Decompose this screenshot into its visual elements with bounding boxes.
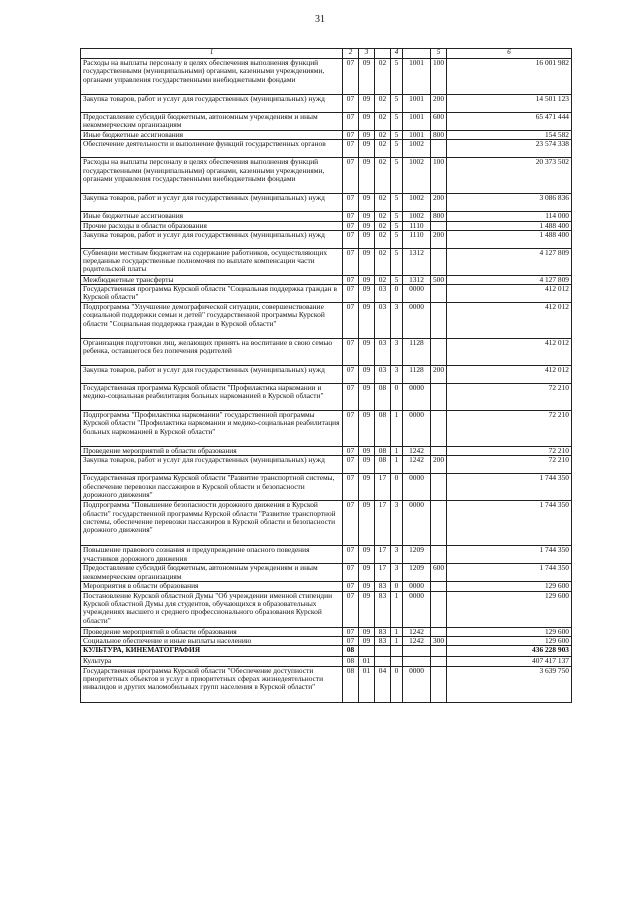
header-cell: 2 — [343, 49, 359, 59]
table-row — [81, 411, 572, 447]
section-code: 08 — [343, 646, 359, 657]
subprogram-code: 3 — [391, 303, 403, 339]
subprogram-code: 1 — [391, 447, 403, 456]
header-cell — [375, 49, 391, 59]
row-amount: 72 210 — [447, 456, 572, 474]
section-code: 07 — [343, 230, 359, 248]
expense-type-code — [431, 447, 447, 456]
subprogram-code — [391, 657, 403, 666]
section-code: 07 — [343, 384, 359, 411]
table-row — [81, 158, 572, 194]
table-row — [81, 646, 572, 657]
section-code: 07 — [343, 636, 359, 645]
row-amount: 1 488 400 — [447, 221, 572, 230]
subprogram-code: 5 — [391, 212, 403, 221]
table-header-row — [81, 49, 572, 59]
table-row — [81, 275, 572, 284]
table-row — [81, 384, 572, 411]
row-name: Обеспечение деятельности и выполнение функций государственных органов — [81, 140, 343, 158]
expense-type-code — [431, 248, 447, 275]
section-code: 07 — [343, 59, 359, 95]
table-row — [81, 303, 572, 339]
subprogram-code: 5 — [391, 131, 403, 140]
item-code: 1001 — [403, 131, 431, 140]
section-code: 07 — [343, 474, 359, 501]
section-code: 07 — [343, 339, 359, 366]
program-code — [375, 657, 391, 666]
section-code: 08 — [343, 666, 359, 702]
subprogram-code: 0 — [391, 666, 403, 702]
row-amount: 412 012 — [447, 285, 572, 303]
item-code: 1242 — [403, 636, 431, 645]
subprogram-code: 3 — [391, 501, 403, 546]
subprogram-code: 5 — [391, 221, 403, 230]
row-name: Межбюджетные трансферты — [81, 275, 343, 284]
section-code: 07 — [343, 456, 359, 474]
item-code: 0000 — [403, 384, 431, 411]
subsection-code: 09 — [359, 564, 375, 582]
program-code: 17 — [375, 546, 391, 564]
row-name: КУЛЬТУРА, КИНЕМАТОГРАФИЯ — [81, 646, 343, 657]
expense-type-code — [431, 339, 447, 366]
item-code: 0000 — [403, 501, 431, 546]
section-code: 07 — [343, 411, 359, 447]
subsection-code: 09 — [359, 546, 375, 564]
subsection-code: 09 — [359, 474, 375, 501]
subprogram-code: 0 — [391, 474, 403, 501]
row-name: Мероприятия в области образования — [81, 582, 343, 591]
row-name: Проведение мероприятий в области образования — [81, 627, 343, 636]
row-name: Предоставление субсидий бюджетным, автономным учреждениям и иным некоммерческим организациям — [81, 113, 343, 131]
header-cell — [403, 49, 431, 59]
row-amount: 412 012 — [447, 303, 572, 339]
section-code: 08 — [343, 657, 359, 666]
table-row — [81, 59, 572, 95]
subprogram-code: 0 — [391, 285, 403, 303]
table-row — [81, 248, 572, 275]
section-code: 07 — [343, 212, 359, 221]
table-row — [81, 546, 572, 564]
expense-type-code: 200 — [431, 456, 447, 474]
item-code: 0000 — [403, 474, 431, 501]
table-row — [81, 474, 572, 501]
item-code: 0000 — [403, 582, 431, 591]
table-row — [81, 591, 572, 627]
row-amount: 3 639 750 — [447, 666, 572, 702]
item-code: 1002 — [403, 140, 431, 158]
section-code: 07 — [343, 582, 359, 591]
program-code: 83 — [375, 582, 391, 591]
row-amount: 129 600 — [447, 636, 572, 645]
program-code: 17 — [375, 474, 391, 501]
subsection-code: 09 — [359, 384, 375, 411]
subprogram-code — [391, 646, 403, 657]
table-row — [81, 666, 572, 702]
row-amount: 1 744 350 — [447, 564, 572, 582]
subsection-code: 09 — [359, 275, 375, 284]
subsection-code: 09 — [359, 339, 375, 366]
table-row — [81, 221, 572, 230]
row-name: Подпрограмма "Улучшение демографической ситуации, совершенствование социальной поддержки семьи и детей" государственной программы Курской области "Социальная поддержка граждан в Курской области" — [81, 303, 343, 339]
table-row — [81, 582, 572, 591]
expense-type-code — [431, 591, 447, 627]
item-code: 1242 — [403, 447, 431, 456]
subprogram-code: 3 — [391, 546, 403, 564]
row-name: Закупка товаров, работ и услуг для государственных (муниципальных) нужд — [81, 230, 343, 248]
subsection-code: 09 — [359, 230, 375, 248]
section-code: 07 — [343, 501, 359, 546]
program-code: 03 — [375, 366, 391, 384]
row-amount: 23 574 338 — [447, 140, 572, 158]
program-code: 17 — [375, 501, 391, 546]
table-row — [81, 230, 572, 248]
header-cell: 1 — [81, 49, 343, 59]
program-code: 83 — [375, 627, 391, 636]
item-code — [403, 646, 431, 657]
program-code: 02 — [375, 158, 391, 194]
item-code: 1001 — [403, 113, 431, 131]
table-row — [81, 212, 572, 221]
row-name: Организация подготовки лиц, желающих принять на воспитание в свою семью ребенка, оставшегося без попечения родителей — [81, 339, 343, 366]
section-code: 07 — [343, 113, 359, 131]
subprogram-code: 1 — [391, 456, 403, 474]
subprogram-code: 3 — [391, 366, 403, 384]
program-code: 02 — [375, 131, 391, 140]
subprogram-code: 5 — [391, 230, 403, 248]
subprogram-code: 5 — [391, 95, 403, 113]
row-amount: 129 600 — [447, 582, 572, 591]
expense-type-code — [431, 657, 447, 666]
row-name: Предоставление субсидий бюджетным, автономным учреждениям и иным некоммерческим организациям — [81, 564, 343, 582]
subsection-code: 09 — [359, 456, 375, 474]
item-code: 1002 — [403, 212, 431, 221]
row-name: Субвенции местным бюджетам на содержание работников, осуществляющих переданные государственные полномочия по выплате компенсации части родительской платы — [81, 248, 343, 275]
section-code: 07 — [343, 131, 359, 140]
subsection-code: 01 — [359, 666, 375, 702]
row-amount: 4 127 809 — [447, 275, 572, 284]
subprogram-code: 1 — [391, 636, 403, 645]
expense-type-code — [431, 384, 447, 411]
subprogram-code: 5 — [391, 158, 403, 194]
row-name: Подпрограмма "Повышение безопасности дорожного движения в Курской области" государственной программы Курской области "Развитие транспортной системы, обеспечение перевозки пассажиров в Курской области и безопасности дорожного движения" — [81, 501, 343, 546]
row-name: Государственная программа Курской области "Профилактика наркомании и медико-социальная реабилитация больных наркоманией в Курской области" — [81, 384, 343, 411]
expense-type-code: 100 — [431, 158, 447, 194]
expense-type-code — [431, 646, 447, 657]
expense-type-code: 200 — [431, 95, 447, 113]
table-row — [81, 366, 572, 384]
table-row — [81, 564, 572, 582]
row-name: Государственная программа Курской области "Обеспечение доступности приоритетных объектов и услуг в приоритетных сферах жизнедеятельности инвалидов и других маломобильных групп населения в Курской области" — [81, 666, 343, 702]
row-amount: 72 210 — [447, 384, 572, 411]
expense-type-code — [431, 285, 447, 303]
expense-type-code — [431, 627, 447, 636]
expense-type-code — [431, 546, 447, 564]
expense-type-code: 600 — [431, 564, 447, 582]
item-code: 1002 — [403, 158, 431, 194]
table-row — [81, 285, 572, 303]
section-code: 07 — [343, 627, 359, 636]
table-row — [81, 95, 572, 113]
section-code: 07 — [343, 275, 359, 284]
subsection-code: 09 — [359, 447, 375, 456]
program-code: 02 — [375, 230, 391, 248]
program-code: 02 — [375, 59, 391, 95]
item-code: 1312 — [403, 275, 431, 284]
expense-type-code — [431, 221, 447, 230]
subsection-code: 09 — [359, 95, 375, 113]
program-code: 02 — [375, 95, 391, 113]
header-cell: 3 — [359, 49, 375, 59]
subsection-code: 09 — [359, 221, 375, 230]
subprogram-code: 5 — [391, 275, 403, 284]
subsection-code: 09 — [359, 113, 375, 131]
item-code: 0000 — [403, 411, 431, 447]
subsection-code: 09 — [359, 59, 375, 95]
subsection-code — [359, 646, 375, 657]
item-code: 1110 — [403, 230, 431, 248]
subprogram-code: 1 — [391, 411, 403, 447]
row-amount: 72 210 — [447, 447, 572, 456]
header-cell: 4 — [391, 49, 403, 59]
program-code — [375, 646, 391, 657]
section-code: 07 — [343, 591, 359, 627]
expense-type-code: 800 — [431, 131, 447, 140]
subsection-code: 09 — [359, 158, 375, 194]
row-name: Иные бюджетные ассигнования — [81, 131, 343, 140]
program-code: 02 — [375, 194, 391, 212]
table-row — [81, 456, 572, 474]
row-name: Повышение правового сознания и предупреждение опасного поведения участников дорожного движения — [81, 546, 343, 564]
program-code: 83 — [375, 591, 391, 627]
table-row — [81, 339, 572, 366]
subsection-code: 09 — [359, 248, 375, 275]
subsection-code: 09 — [359, 411, 375, 447]
row-name: Культура — [81, 657, 343, 666]
program-code: 03 — [375, 339, 391, 366]
section-code: 07 — [343, 194, 359, 212]
program-code: 02 — [375, 212, 391, 221]
section-code: 07 — [343, 303, 359, 339]
item-code: 0000 — [403, 591, 431, 627]
subprogram-code: 3 — [391, 564, 403, 582]
expense-type-code — [431, 411, 447, 447]
item-code: 1128 — [403, 339, 431, 366]
table-row — [81, 657, 572, 666]
subsection-code: 09 — [359, 366, 375, 384]
row-name: Расходы на выплаты персоналу в целях обеспечения выполнения функций государственными (муниципальными) органами, казенными учреждениями, органами управления государственными внебюджетными фондами — [81, 158, 343, 194]
item-code — [403, 657, 431, 666]
subprogram-code: 3 — [391, 339, 403, 366]
subsection-code: 09 — [359, 636, 375, 645]
expense-type-code: 600 — [431, 113, 447, 131]
program-code: 02 — [375, 140, 391, 158]
expense-type-code — [431, 582, 447, 591]
program-code: 02 — [375, 113, 391, 131]
subsection-code: 09 — [359, 303, 375, 339]
row-name: Закупка товаров, работ и услуг для государственных (муниципальных) нужд — [81, 456, 343, 474]
row-amount: 154 582 — [447, 131, 572, 140]
budget-table — [80, 48, 572, 703]
subsection-code: 09 — [359, 501, 375, 546]
section-code: 07 — [343, 158, 359, 194]
subprogram-code: 1 — [391, 591, 403, 627]
program-code: 08 — [375, 411, 391, 447]
subprogram-code: 5 — [391, 113, 403, 131]
expense-type-code: 500 — [431, 275, 447, 284]
program-code: 08 — [375, 384, 391, 411]
expense-type-code — [431, 140, 447, 158]
expense-type-code — [431, 501, 447, 546]
item-code: 1242 — [403, 627, 431, 636]
subsection-code: 09 — [359, 627, 375, 636]
item-code: 1242 — [403, 456, 431, 474]
program-code: 03 — [375, 303, 391, 339]
table-row — [81, 627, 572, 636]
program-code: 17 — [375, 564, 391, 582]
header-cell: 5 — [431, 49, 447, 59]
item-code: 1128 — [403, 366, 431, 384]
row-amount: 1 744 350 — [447, 501, 572, 546]
table-row — [81, 501, 572, 546]
expense-type-code: 200 — [431, 194, 447, 212]
table-row — [81, 140, 572, 158]
subsection-code: 09 — [359, 131, 375, 140]
row-name: Социальное обеспечение и иные выплаты населению — [81, 636, 343, 645]
program-code: 02 — [375, 275, 391, 284]
subprogram-code: 1 — [391, 627, 403, 636]
expense-type-code: 300 — [431, 636, 447, 645]
row-amount: 412 012 — [447, 339, 572, 366]
table-row — [81, 636, 572, 645]
program-code: 08 — [375, 447, 391, 456]
section-code: 07 — [343, 366, 359, 384]
subprogram-code: 5 — [391, 59, 403, 95]
subsection-code: 09 — [359, 591, 375, 627]
subsection-code: 09 — [359, 212, 375, 221]
row-name: Прочие расходы в области образования — [81, 221, 343, 230]
section-code: 07 — [343, 95, 359, 113]
table-row — [81, 447, 572, 456]
row-amount: 14 501 123 — [447, 95, 572, 113]
program-code: 08 — [375, 456, 391, 474]
row-name: Закупка товаров, работ и услуг для государственных (муниципальных) нужд — [81, 194, 343, 212]
item-code: 0000 — [403, 666, 431, 702]
row-amount: 407 417 137 — [447, 657, 572, 666]
section-code: 07 — [343, 221, 359, 230]
row-amount: 65 471 444 — [447, 113, 572, 131]
table-body — [81, 59, 572, 703]
expense-type-code: 200 — [431, 366, 447, 384]
row-name: Подпрограмма "Профилактика наркомании" государственной программы Курской области "Профилактика наркомании и медико-социальная реабилитация больных наркоманией в Курской области" — [81, 411, 343, 447]
item-code: 0000 — [403, 285, 431, 303]
row-amount: 72 210 — [447, 411, 572, 447]
section-code: 07 — [343, 285, 359, 303]
subprogram-code: 5 — [391, 248, 403, 275]
row-name: Иные бюджетные ассигнования — [81, 212, 343, 221]
section-code: 07 — [343, 546, 359, 564]
item-code: 1001 — [403, 95, 431, 113]
row-name: Государственная программа Курской области "Социальная поддержка граждан в Курской области" — [81, 285, 343, 303]
subsection-code: 09 — [359, 194, 375, 212]
row-amount: 1 744 350 — [447, 474, 572, 501]
program-code: 02 — [375, 248, 391, 275]
section-code: 07 — [343, 248, 359, 275]
row-amount: 436 228 903 — [447, 646, 572, 657]
table-row — [81, 131, 572, 140]
expense-type-code: 100 — [431, 59, 447, 95]
row-amount: 16 001 982 — [447, 59, 572, 95]
row-name: Закупка товаров, работ и услуг для государственных (муниципальных) нужд — [81, 366, 343, 384]
item-code: 1001 — [403, 59, 431, 95]
page-number: 31 — [315, 14, 325, 25]
program-code: 04 — [375, 666, 391, 702]
item-code: 1002 — [403, 194, 431, 212]
row-name: Постановление Курской областной Думы "Об учреждении именной стипендии Курской областной Думы для студентов, обучающихся в образовательных учреждениях высшего и среднего профессионального образования Курской области" — [81, 591, 343, 627]
row-name: Проведение мероприятий в области образования — [81, 447, 343, 456]
expense-type-code: 200 — [431, 230, 447, 248]
subprogram-code: 0 — [391, 582, 403, 591]
row-amount: 1 488 400 — [447, 230, 572, 248]
program-code: 02 — [375, 221, 391, 230]
subsection-code: 01 — [359, 657, 375, 666]
subprogram-code: 5 — [391, 140, 403, 158]
program-code: 83 — [375, 636, 391, 645]
table-row — [81, 113, 572, 131]
program-code: 03 — [375, 285, 391, 303]
expense-type-code — [431, 474, 447, 501]
row-name: Расходы на выплаты персоналу в целях обеспечения выполнения функций государственными (муниципальными) органами, казенными учреждениями, органами управления государственными внебюджетными фондами — [81, 59, 343, 95]
section-code: 07 — [343, 140, 359, 158]
item-code: 1110 — [403, 221, 431, 230]
item-code: 1209 — [403, 546, 431, 564]
table-row — [81, 194, 572, 212]
row-amount: 3 086 836 — [447, 194, 572, 212]
subsection-code: 09 — [359, 140, 375, 158]
expense-type-code — [431, 666, 447, 702]
row-amount: 4 127 809 — [447, 248, 572, 275]
item-code: 1209 — [403, 564, 431, 582]
row-amount: 114 000 — [447, 212, 572, 221]
expense-type-code — [431, 303, 447, 339]
row-amount: 20 373 502 — [447, 158, 572, 194]
subprogram-code: 5 — [391, 194, 403, 212]
row-name: Закупка товаров, работ и услуг для государственных (муниципальных) нужд — [81, 95, 343, 113]
row-amount: 129 600 — [447, 627, 572, 636]
item-code: 1312 — [403, 248, 431, 275]
expense-type-code: 800 — [431, 212, 447, 221]
row-name: Государственная программа Курской области "Развитие транспортной системы, обеспечение перевозки пассажиров в Курской области и безопасности дорожного движения" — [81, 474, 343, 501]
subprogram-code: 0 — [391, 384, 403, 411]
subsection-code: 09 — [359, 582, 375, 591]
row-amount: 1 744 350 — [447, 546, 572, 564]
row-amount: 412 012 — [447, 366, 572, 384]
item-code: 0000 — [403, 303, 431, 339]
row-amount: 129 600 — [447, 591, 572, 627]
header-cell: 6 — [447, 49, 572, 59]
section-code: 07 — [343, 447, 359, 456]
subsection-code: 09 — [359, 285, 375, 303]
section-code: 07 — [343, 564, 359, 582]
